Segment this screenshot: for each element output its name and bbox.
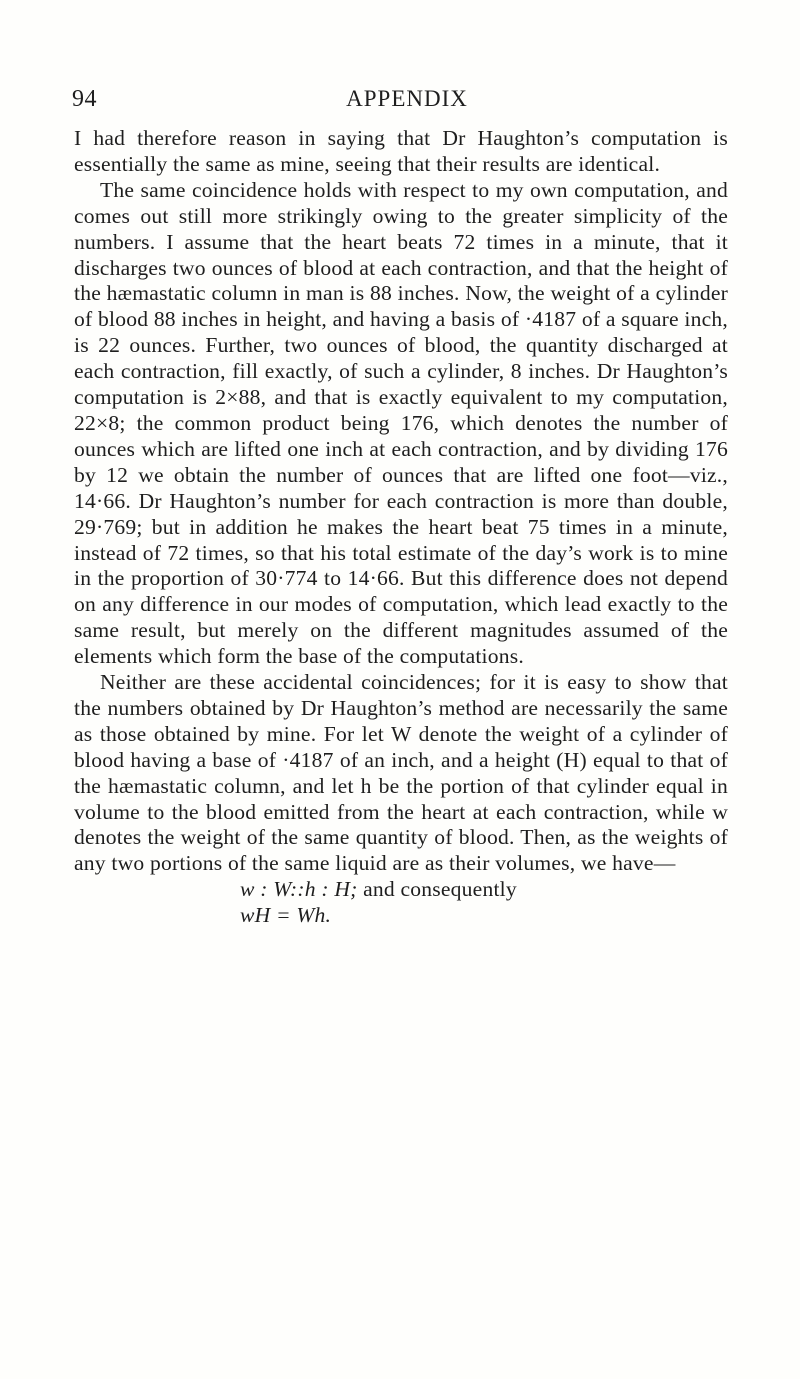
body-text	[74, 126, 728, 929]
page-number: 94	[72, 86, 97, 112]
equation-product: wH = Wh.	[240, 903, 332, 928]
paragraph-coincidence: The same coincidence holds with respect to my own computation, and comes out still more strikingly owing to the greater simplicity of the numbers. I assume that the heart beats 72 times in a minute, that it discharges two ounces of blood at each contraction, and that the height of the hæmastatic column in man is 88 inches. Now, the weight of a cylinder of blood 88 inches in height, and having a basis of ·4187 of a square inch, is 22 ounces. Further, two ounces of blood, the quantity discharged at each contraction, fill exactly, of such a cylinder, 8 inches. Dr Haughton’s computation is 2×88, and that is exactly equivalent to my computation, 22×8; the common product being 176, which denotes the number of ounces which are lifted one inch at each contraction, and by dividing 176 by 12 we obtain the number of ounces that are lifted one foot—viz., 14·66. Dr Haughton’s number for each contraction is more than double, 29·769; but in addition he makes the heart beat 75 times in a minute, instead of 72 times, so that his total estimate of the day’s work is to mine in the proportion of 30·774 to 14·66. But this difference does not depend on any difference in our modes of computation, which lead exactly to the same result, but merely on the different magnitudes assumed of the elements which form the base of the computations.	[74, 177, 728, 669]
paragraph-proof: Neither are these accidental coincidences; for it is easy to show that the numbers obtained by Dr Haughton’s method are necessarily the same as those obtained by mine. For let W denote the weight of a cylinder of blood having a base of ·4187 of an inch, and a height (H) equal to that of the hæmastatic column, and let h be the portion of that cylinder equal in volume to the blood emitted from the heart at each contraction, while w denotes the weight of the same quantity of blood. Then, as the weights of any two portions of the same liquid are as their volumes, we have—	[74, 670, 728, 876]
page-header	[72, 86, 728, 116]
equation-proportion-text: and consequently	[357, 877, 517, 902]
equation-proportion-math: w : W::h : H;	[240, 877, 358, 902]
equation-proportion	[240, 877, 728, 903]
paragraph-continued: I had therefore reason in saying that Dr Haughton’s computation is essentially the same as mine, seeing that their results are identical.	[74, 126, 728, 176]
running-head: APPENDIX	[346, 86, 468, 111]
